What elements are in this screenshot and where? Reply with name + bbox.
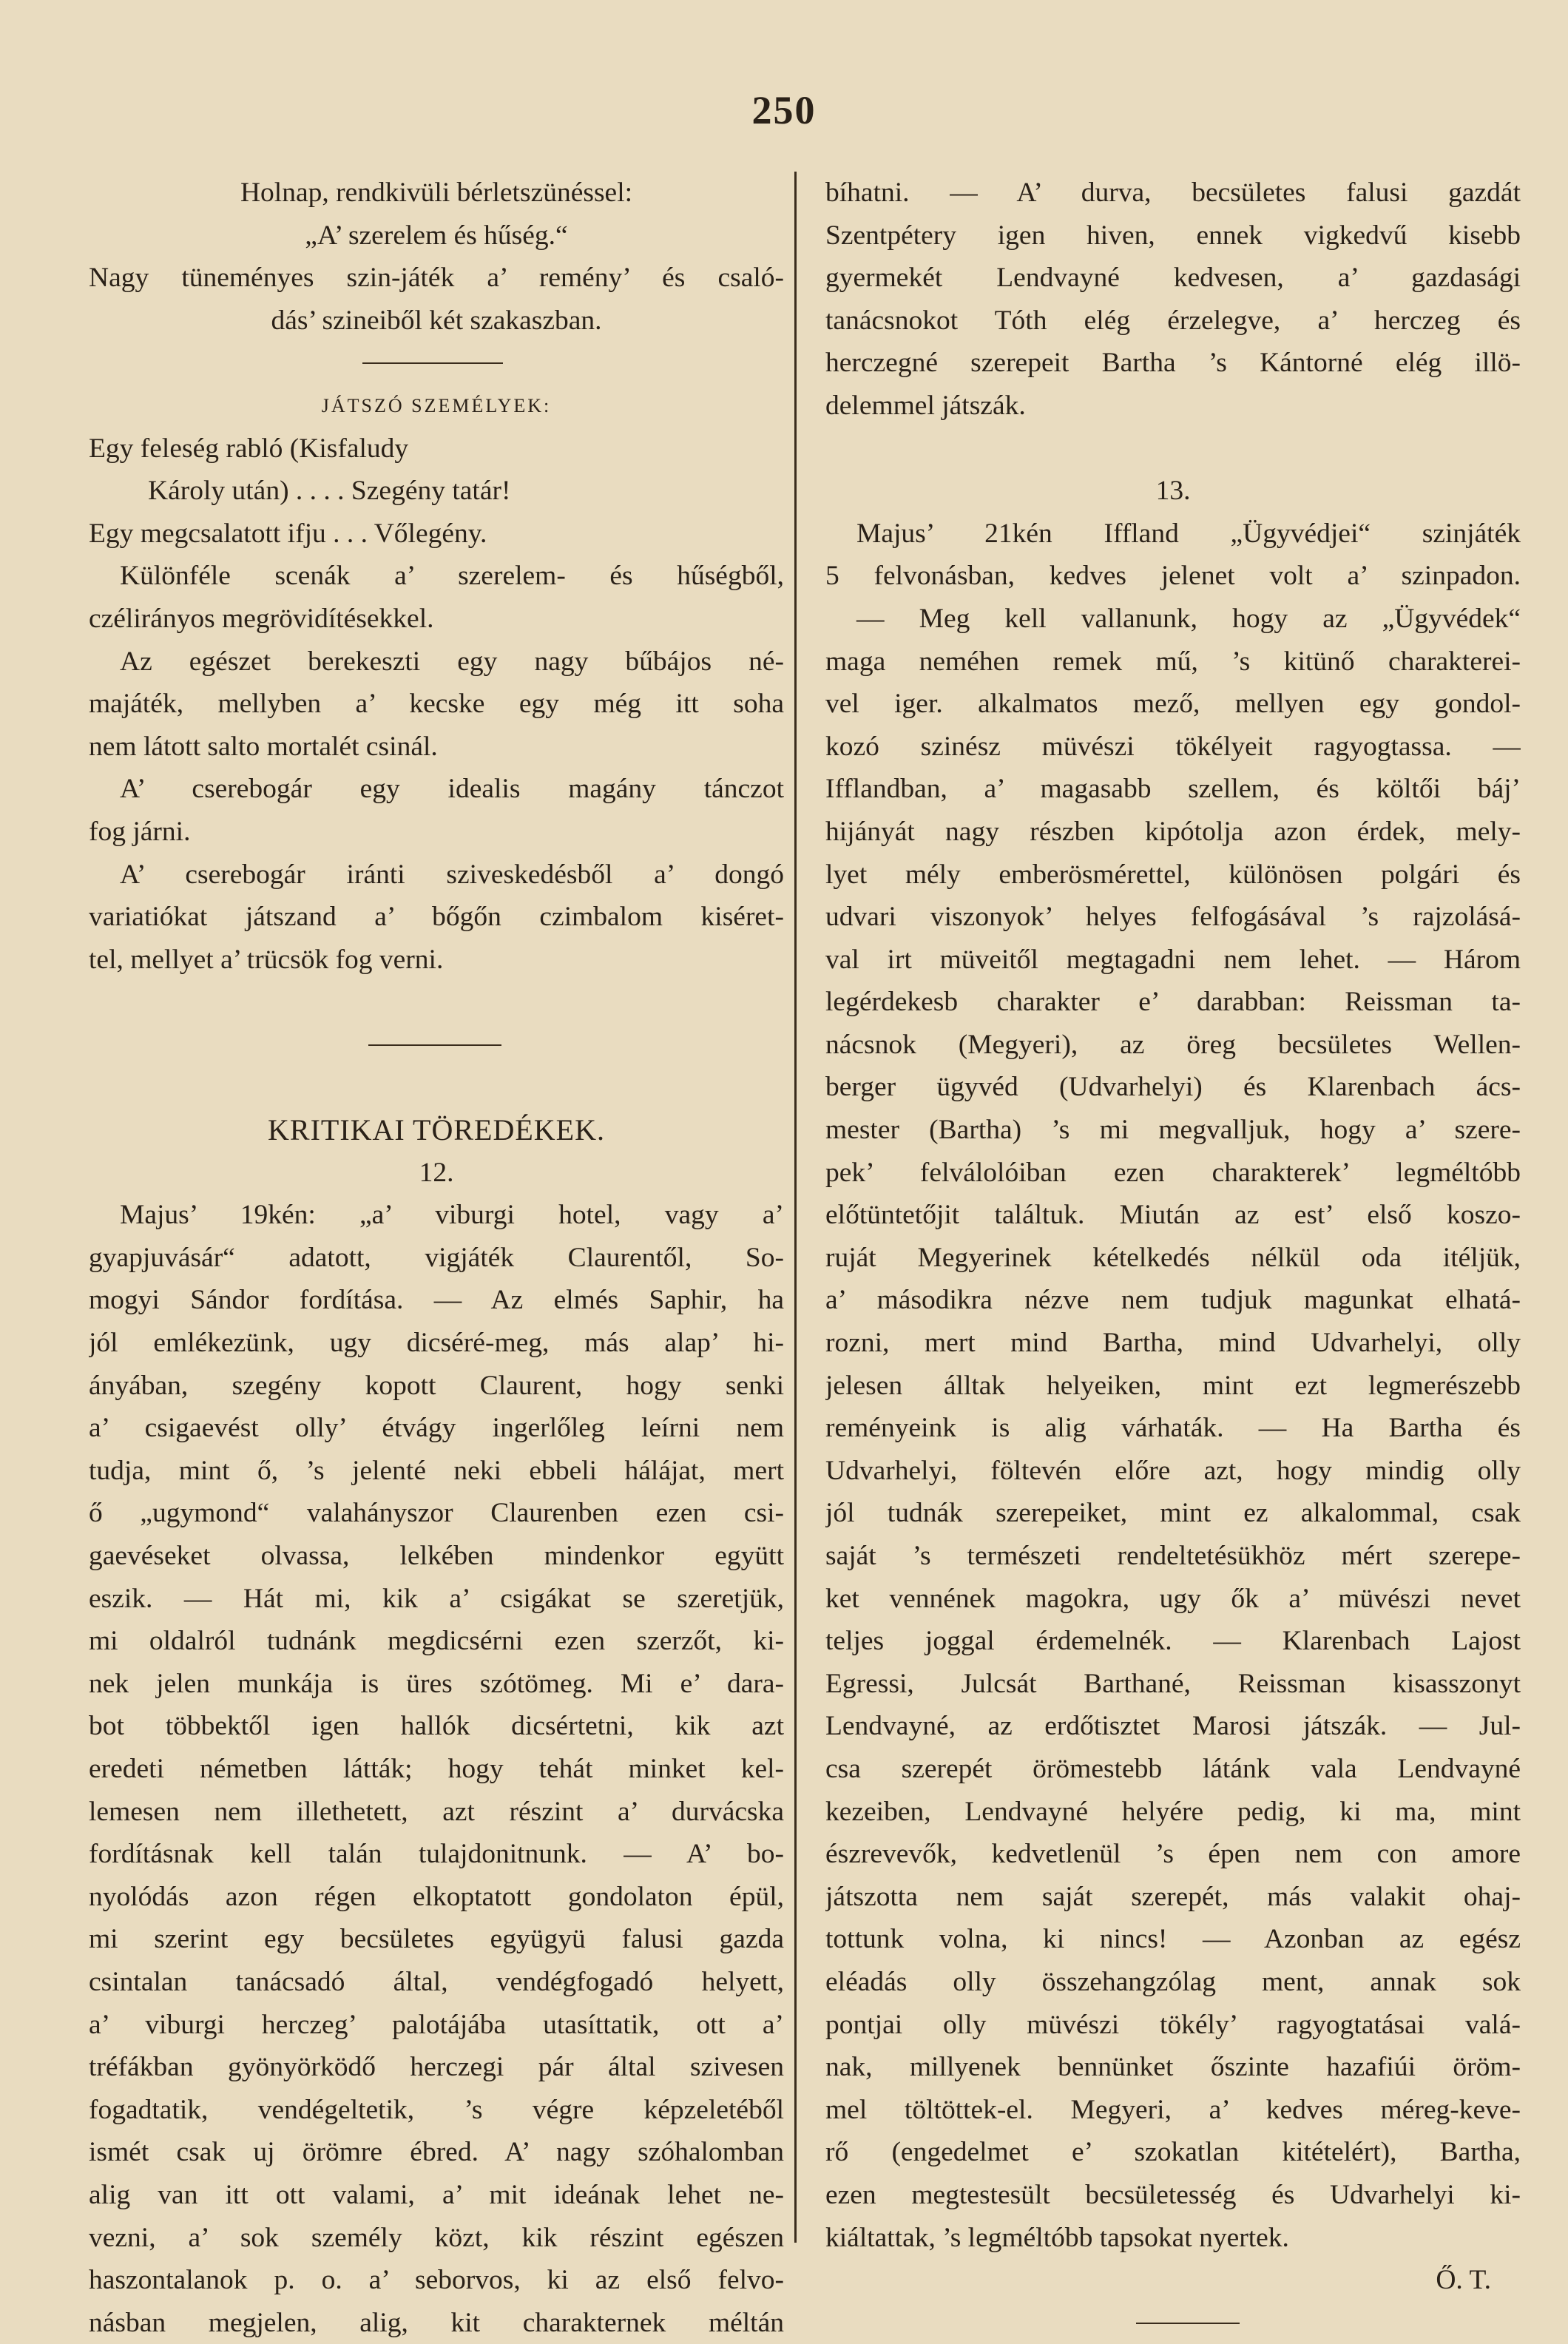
text-line: gaevéseket olvassa, lelkében mindenkor együtt (89, 1541, 784, 1571)
text-line: jól tudnák szerepeiket, mint ez alkalommal, csak (825, 1498, 1521, 1529)
text-line: a’ csigaevést olly’ étvágy ingerlőleg leírni nem (89, 1413, 784, 1444)
signature: Ő. T. (1436, 2265, 1491, 2296)
left-column (89, 172, 784, 2344)
text-line: gyermekét Lendvayné kedvesen, a’ gazdasági (825, 263, 1521, 294)
text-line: A’ cserebogár egy idealis magány tánczot (120, 774, 784, 805)
text-line: ő „ugymond“ valahányszor Claurenben ezen csi- (89, 1498, 784, 1529)
text-line: legérdekesb charakter e’ darabban: Reissman ta- (825, 987, 1521, 1018)
text-line: dás’ szineiből két szakaszban. (271, 305, 602, 336)
text-line: lyet mély emberösmérettel, különösen polgári és (825, 859, 1521, 890)
page-number: 250 (751, 88, 817, 132)
text-line: csa szerepét örömestebb látánk vala Lendvayné (825, 1753, 1521, 1784)
text-line: Egy feleség rabló (Kisfaludy (89, 433, 409, 464)
text-line: val irt müveitől megtagadni nem lehet. — Három (825, 944, 1521, 975)
text-line: jól emlékezünk, ugy dicséré-meg, más alap’ hi- (89, 1328, 784, 1359)
text-line: delemmel játszák. (825, 390, 1026, 421)
text-line: nem látott salto mortalét csinál. (89, 731, 438, 762)
text-line: pontjai olly müvészi tökély’ ragyogtatásai valá- (825, 2009, 1521, 2040)
section-heading: KRITIKAI TÖREDÉKEK. (268, 1113, 605, 1147)
text-line: czélirányos megrövidítésekkel. (89, 603, 434, 634)
text-line: bot többektől igen hallók dicsértetni, kik azt (89, 1711, 784, 1742)
separator-rule (89, 342, 784, 385)
text-line: észrevevők, kedvetlenül ’s épen nem con amore (825, 1839, 1521, 1870)
text-line: vel iger. alkalmatos mező, mellyen egy gondol- (825, 689, 1521, 720)
text-line: nácsnok (Megyeri), az öreg becsületes Wellen- (825, 1029, 1521, 1060)
text-line: Majus’ 21kén Iffland „Ügyvédjei“ szinjáték (856, 518, 1521, 549)
section-number: 12. (419, 1157, 454, 1188)
text-line: nyolódás azon régen elkoptatott gondolaton épül, (89, 1881, 784, 1912)
text-line: Károly után) . . . . Szegény tatár! (148, 476, 511, 507)
text-line: alig van itt ott valami, a’ mit ideának lehet ne- (89, 2179, 784, 2210)
text-line: eredeti németben látták; hogy tehát minket kel- (89, 1753, 784, 1784)
text-line: pek’ felválolóiban ezen charakterek’ legméltóbb (825, 1157, 1521, 1188)
text-line: játszotta nem saját szerepét, más valakit ohaj- (825, 1881, 1521, 1912)
text-line: saját ’s természeti rendeltetésükhöz mért szerepe- (825, 1541, 1521, 1571)
text-line: tel, mellyet a’ trücsök fog verni. (89, 944, 444, 975)
text-line: reményeink is alig várhaták. — Ha Bartha és (825, 1413, 1521, 1444)
text-line: Egressi, Julcsát Barthané, Reissman kisasszonyt (825, 1668, 1521, 1699)
text-line: eléadás olly összehangzólag ment, annak sok (825, 1966, 1521, 1997)
text-line: tréfákban gyönyörködő herczegi pár által szivesen (89, 2052, 784, 2083)
text-line: Az egészet berekeszti egy nagy bűbájos né- (120, 646, 784, 677)
text-line: fog járni. (89, 816, 191, 847)
text-line: násban megjelen, alig, kit charakternek méltán (89, 2307, 784, 2338)
text-line: variatiókat játszand a’ bőgőn czimbalom kiséret- (89, 902, 784, 933)
text-line: udvari viszonyok’ helyes felfogásával ’s rajzolásá- (825, 902, 1521, 933)
text-line: „A’ szerelem és hűség.“ (305, 220, 568, 251)
text-line: a’ viburgi herczeg’ palotájába utasíttatik, ott a’ (89, 2009, 784, 2040)
text-line: rő (engedelmet e’ szokatlan kitételért), Bartha, (825, 2137, 1521, 2168)
text-line: — Meg kell vallanunk, hogy az „Ügyvédek“ (856, 603, 1521, 634)
text-line: tottunk volna, ki nincs! — Azonban az egész (825, 1924, 1521, 1955)
blank-line (825, 428, 1521, 470)
text-line: lemesen nem illethetett, azt részint a’ durvácska (89, 1796, 784, 1827)
text-line: tanácsnokot Tóth elég érzelegve, a’ herczeg és (825, 305, 1521, 336)
text-line: a’ másodikra nézve nem tudjuk magunkat elhatá- (825, 1285, 1521, 1316)
text-line: hijányát nagy részben kipótolja azon érdek, mely- (825, 816, 1521, 847)
text-line: 5 felvonásban, kedves jelenet volt a’ szinpadon. (825, 561, 1521, 592)
text-line: mel töltöttek-el. Megyeri, a’ kedves méreg-keve- (825, 2094, 1521, 2125)
text-line: eszik. — Hát mi, kik a’ csigákat se szeretjük, (89, 1583, 784, 1614)
text-line: Lendvayné, az erdőtisztet Marosi játszák. — Jul- (825, 1711, 1521, 1742)
text-line: mogyi Sándor fordítása. — Az elmés Saphir, ha (89, 1285, 784, 1316)
text-line: csintalan tanácsadó által, vendégfogadó helyett, (89, 1966, 784, 1997)
text-line: gyapjuvásár“ adatott, vigjáték Claurentől, So- (89, 1242, 784, 1273)
text-line: fordításnak kell talán tulajdonitnunk. — A’ bo- (89, 1839, 784, 1870)
separator-rule (825, 2302, 1521, 2344)
text-line: herczegné szerepeit Bartha ’s Kántorné elég illö- (825, 348, 1521, 379)
text-line: előtüntetőjit találtuk. Miután az est’ első koszo- (825, 1200, 1521, 1231)
text-line: ezen megtestesült becsületesség és Udvarhelyi ki- (825, 2179, 1521, 2210)
separator-rule (89, 1024, 784, 1067)
text-line: tudja, mint ő, ’s jelenté neki ebbeli hálájat, mert (89, 1455, 784, 1486)
text-line: Egy megcsalatott ifju . . . Vőlegény. (89, 518, 487, 549)
text-line: rozni, mert mind Bartha, mind Udvarhelyi, olly (825, 1328, 1521, 1359)
text-line: jelesen álltak helyeiken, mint ezt legmerészebb (825, 1370, 1521, 1401)
text-line: nek jelen munkája is üres szótömeg. Mi e’ dara- (89, 1668, 784, 1699)
section-number: 13. (1155, 476, 1191, 507)
text-line: vezni, a’ sok személy közt, kik részint egészen (89, 2222, 784, 2253)
text-line: kozó szinész müvészi tökélyeit ragyogtassa. — (825, 731, 1521, 762)
right-column (825, 172, 1521, 2344)
text-line: JÁTSZÓ SZEMÉLYEK: (321, 394, 552, 416)
blank-line (89, 981, 784, 1024)
text-line: Különféle scenák a’ szerelem- és hűségből, (120, 561, 784, 592)
text-line: mi oldalról tudnánk megdicsérni ezen szerzőt, ki- (89, 1626, 784, 1657)
text-line: kezeiben, Lendvayné helyére pedig, ki ma, mint (825, 1796, 1521, 1827)
text-line: teljes joggal érdemelnék. — Klarenbach Lajost (825, 1626, 1521, 1657)
text-line: mester (Bartha) ’s mi megvalljuk, hogy a’ szere- (825, 1115, 1521, 1146)
text-line: Majus’ 19kén: „a’ viburgi hotel, vagy a’ (120, 1200, 784, 1231)
text-line: A’ cserebogár iránti sziveskedésből a’ dongó (120, 859, 784, 890)
text-line: ányában, szegény kopott Claurent, hogy senki (89, 1370, 784, 1401)
text-line: Udvarhelyi, föltevén előre azt, hogy mindig olly (825, 1455, 1521, 1486)
column-divider (794, 172, 797, 2243)
blank-line (89, 1066, 784, 1109)
text-line: Holnap, rendkivüli bérletszünéssel: (240, 178, 633, 208)
text-line: ruját Megyerinek kételkedés nélkül oda itéljük, (825, 1242, 1521, 1273)
text-line: fogadtatik, vendégeltetik, ’s végre képzeletéből (89, 2094, 784, 2125)
text-line: Szentpétery igen hiven, ennek vigkedvű kisebb (825, 220, 1521, 251)
text-line: ismét csak uj örömre ébred. A’ nagy szóhalomban (89, 2137, 784, 2168)
text-line: mi szerint egy becsületes együgyü falusi gazda (89, 1924, 784, 1955)
text-line: ket vennének magokra, ugy ők a’ müvészi nevet (825, 1583, 1521, 1614)
text-line: bíhatni. — A’ durva, becsületes falusi gazdát (825, 178, 1521, 208)
text-line: Ifflandban, a’ magasabb szellem, és költői báj’ (825, 774, 1521, 805)
text-line: berger ügyvéd (Udvarhelyi) és Klarenbach ács- (825, 1072, 1521, 1103)
text-line: maga neméhen remek mű, ’s kitünő charakterei- (825, 646, 1521, 677)
text-line: haszontalanok p. o. a’ seborvos, ki az első felvo- (89, 2265, 784, 2296)
text-line: kiáltattak, ’s legméltóbb tapsokat nyertek. (825, 2222, 1289, 2253)
text-line: nak, millyenek bennünket őszinte hazafiúi öröm- (825, 2052, 1521, 2083)
text-line: Nagy tüneményes szin-játék a’ remény’ és csaló- (89, 263, 784, 294)
text-line: majáték, mellyben a’ kecske egy még itt soha (89, 689, 784, 720)
